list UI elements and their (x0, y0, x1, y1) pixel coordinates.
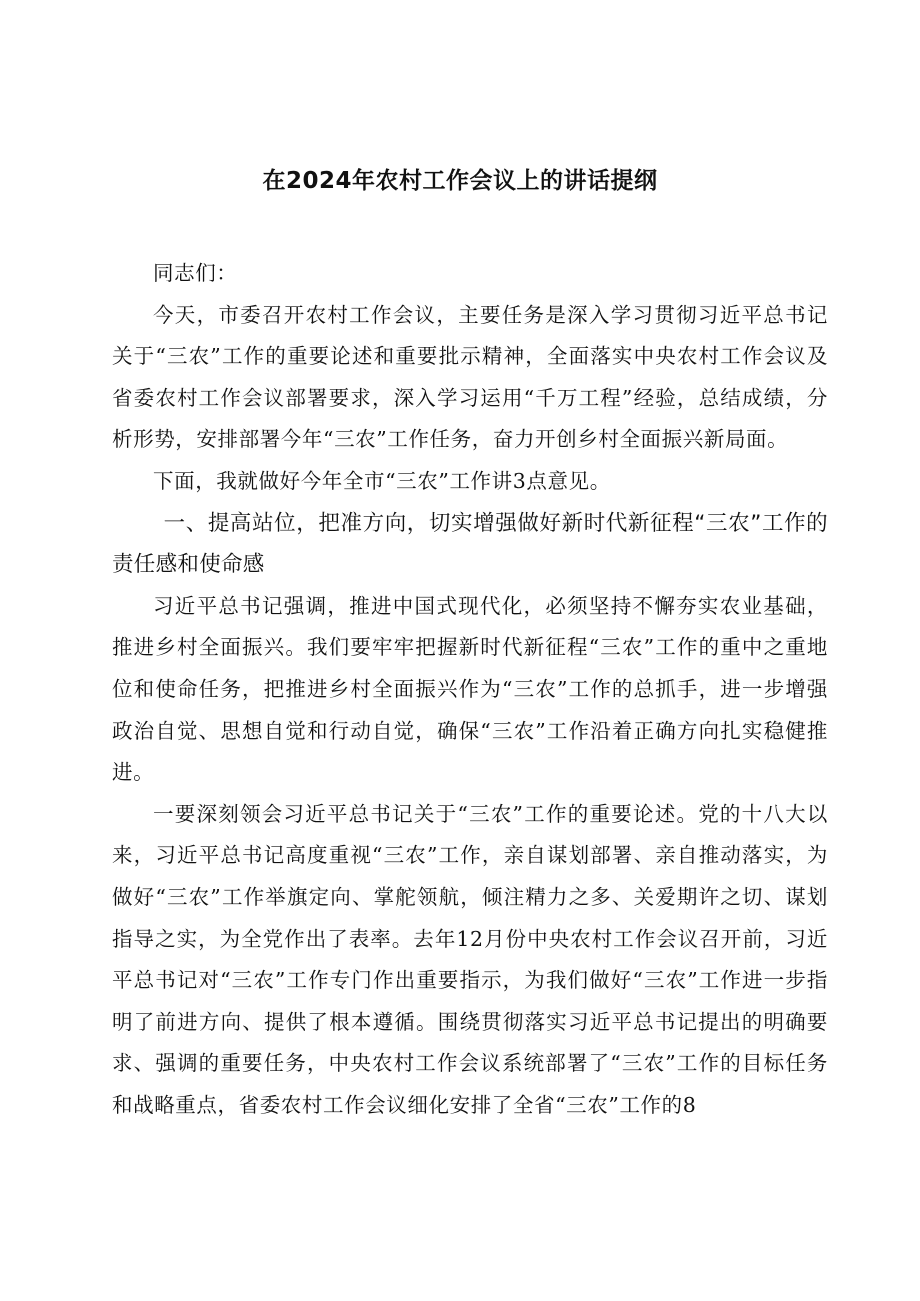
document-title: 在2024年农村工作会议上的讲话提纲 (262, 168, 658, 194)
document-body (112, 253, 828, 1126)
section-1-paragraph-2: 一要深刻领会习近平总书记关于“三农”工作的重要论述。党的十八大以来，习近平总书记高度重视“三农”工作，亲自谋划部署、亲自推动落实，为做好“三农”工作举旗定向、掌舵领航，倾注精力之多、关爱期许之切、谋划指导之实，为全党作出了表率。去年12月份中央农村工作会议召开前，习近平总书记对“三农”工作专门作出重要指示，为我们做好“三农”工作进一步指明了前进方向、提供了根本遵循。围绕贯彻落实习近平总书记提出的明确要求、强调的重要任务，中央农村工作会议系统部署了“三农”工作的目标任务和战略重点，省委农村工作会议细化安排了全省“三农”工作的8 (112, 801, 828, 1117)
section-1-paragraph-1: 习近平总书记强调，推进中国式现代化，必须坚持不懈夯实农业基础，推进乡村全面振兴。我们要牢牢把握新时代新征程“三农”工作的重中之重地位和使命任务，把推进乡村全面振兴作为“三农”工作的总抓手，进一步增强政治自觉、思想自觉和行动自觉，确保“三农”工作沿着正确方向扎实稳健推进。 (112, 593, 828, 785)
opening-paragraph: 今天，市委召开农村工作会议，主要任务是深入学习贯彻习近平总书记关于“三农”工作的重要论述和重要批示精神，全面落实中央农村工作会议及省委农村工作会议部署要求，深入学习运用“千万工程”经验，总结成绩，分析形势，安排部署今年“三农”工作任务，奋力开创乡村全面振兴新局面。 (112, 302, 828, 452)
intro-paragraph: 下面，我就做好今年全市“三农”工作讲3点意见。 (153, 468, 611, 493)
salutation: 同志们： (153, 261, 238, 285)
section-heading-1: 一、提高站位，把准方向，切实增强做好新时代新征程“三农”工作的责任感和使命感 (112, 510, 828, 578)
